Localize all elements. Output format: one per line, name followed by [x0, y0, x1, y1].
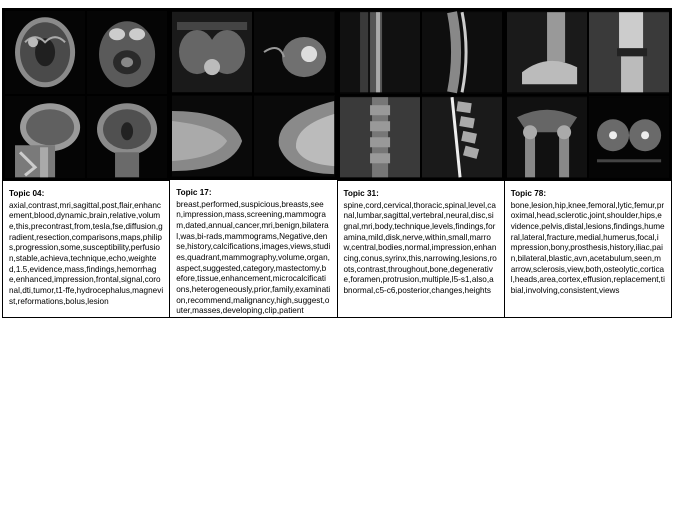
topic-image-grid [170, 9, 336, 180]
breast-mri-enhancement-image [254, 11, 334, 93]
mammogram-cc-image [172, 95, 252, 177]
axial-thigh-ct-image [589, 96, 669, 179]
axial-breast-mri-image [172, 11, 252, 93]
topic-image-grid [3, 9, 169, 181]
coronal-pelvis-mri-image [507, 96, 587, 179]
topic-title: Topic 04: [9, 189, 45, 198]
axial-brain-orbits-mri-image [87, 11, 167, 94]
sagittal-head-mri-image [5, 96, 85, 179]
topic-image-grid [338, 9, 504, 181]
coronal-brain-mri-image [87, 96, 167, 179]
topic-keywords: bone,lesion,hip,knee,femoral,lytic,femur,proximal,head,sclerotic,joint,shoulder,hips,evidence,pelvis,distal,lesions,findings,humeral,lateral,fracture,medial,humerus,focal,impression,bony,prosthesis,history,iliac,pain,bilateral,blastic,avn,acetabulum,seen,marrow,sclerosis,view,both,osteolytic,cortical,heads,area,cortex,effusion,replacement,tibial,involving,consistent,views [510, 200, 665, 295]
topic-image-grid [505, 9, 671, 181]
topic-text [170, 180, 336, 317]
topic-column-17 [170, 9, 337, 317]
sagittal-spine-mri-image [422, 11, 502, 94]
topic-column-04 [3, 9, 170, 317]
topic-text [3, 181, 169, 307]
axial-brain-mri-image [5, 11, 85, 94]
topic-text [505, 181, 671, 297]
mammogram-mlo-image [254, 95, 334, 177]
sagittal-knee-mri-image [589, 11, 669, 94]
topic-column-78 [505, 9, 671, 317]
topic-title: Topic 31: [343, 189, 379, 198]
topic-keywords: breast,performed,suspicious,breasts,seen,impression,mass,screening,mammogram,dated,annual,cancer,mri,benign,bilateral,was,bi-rads,mammograms,Negative,dense,history,calcifications,images,views,studies,quadrant,mammography,volume,organ,aspect,suggested,category,mastectomy,before,tissue,enhancement,microcalcifications,heterogeneously,prior,family,examination,recommend,malignancy,high,suggest,outer,masses,developing,clip,patient [176, 199, 331, 316]
topic-keywords: spine,cord,cervical,thoracic,spinal,level,canal,lumbar,sagittal,vertebral,neural,disc,signal,mri,body,technique,levels,findings,foramina,mild,disk,nerve,within,small,marrow,central,bodies,normal,impression,enhancing,conus,syrinx,this,narrowing,lesions,roots,contrast,throughout,bone,degenerative,foramen,protrusion,multiple,l5-s1,also,abnormal,c5-c6,posterior,changes,heights [343, 200, 497, 295]
sagittal-lumbar-spine-mri-image [422, 96, 502, 179]
figure-table [2, 8, 672, 318]
topic-keywords: axial,contrast,mri,sagittal,post,flair,enhancement,blood,dynamic,brain,relative,volume,this,precontrast,from,tesla,fse,diffusion,gradient,resection,comparisons,maps,philips,progression,some,susceptibility,perfusion,stable,achieva,technique,echo,weighted,1.5,evidence,mass,findings,hemorrhage,enhanced,impression,frontal,signal,coronal,dti,tumor,t1-ffe,hydrocephalus,magnevist,reformations,bolus,lesion [9, 200, 164, 306]
topic-text [338, 181, 504, 297]
sagittal-ankle-mri-image [507, 11, 587, 94]
topic-title: Topic 78: [510, 189, 547, 198]
coronal-spine-mri-image [340, 96, 420, 179]
topic-title: Topic 17: [176, 188, 212, 198]
sagittal-thoracic-spine-mri-image [340, 11, 420, 94]
topic-column-31 [338, 9, 505, 317]
